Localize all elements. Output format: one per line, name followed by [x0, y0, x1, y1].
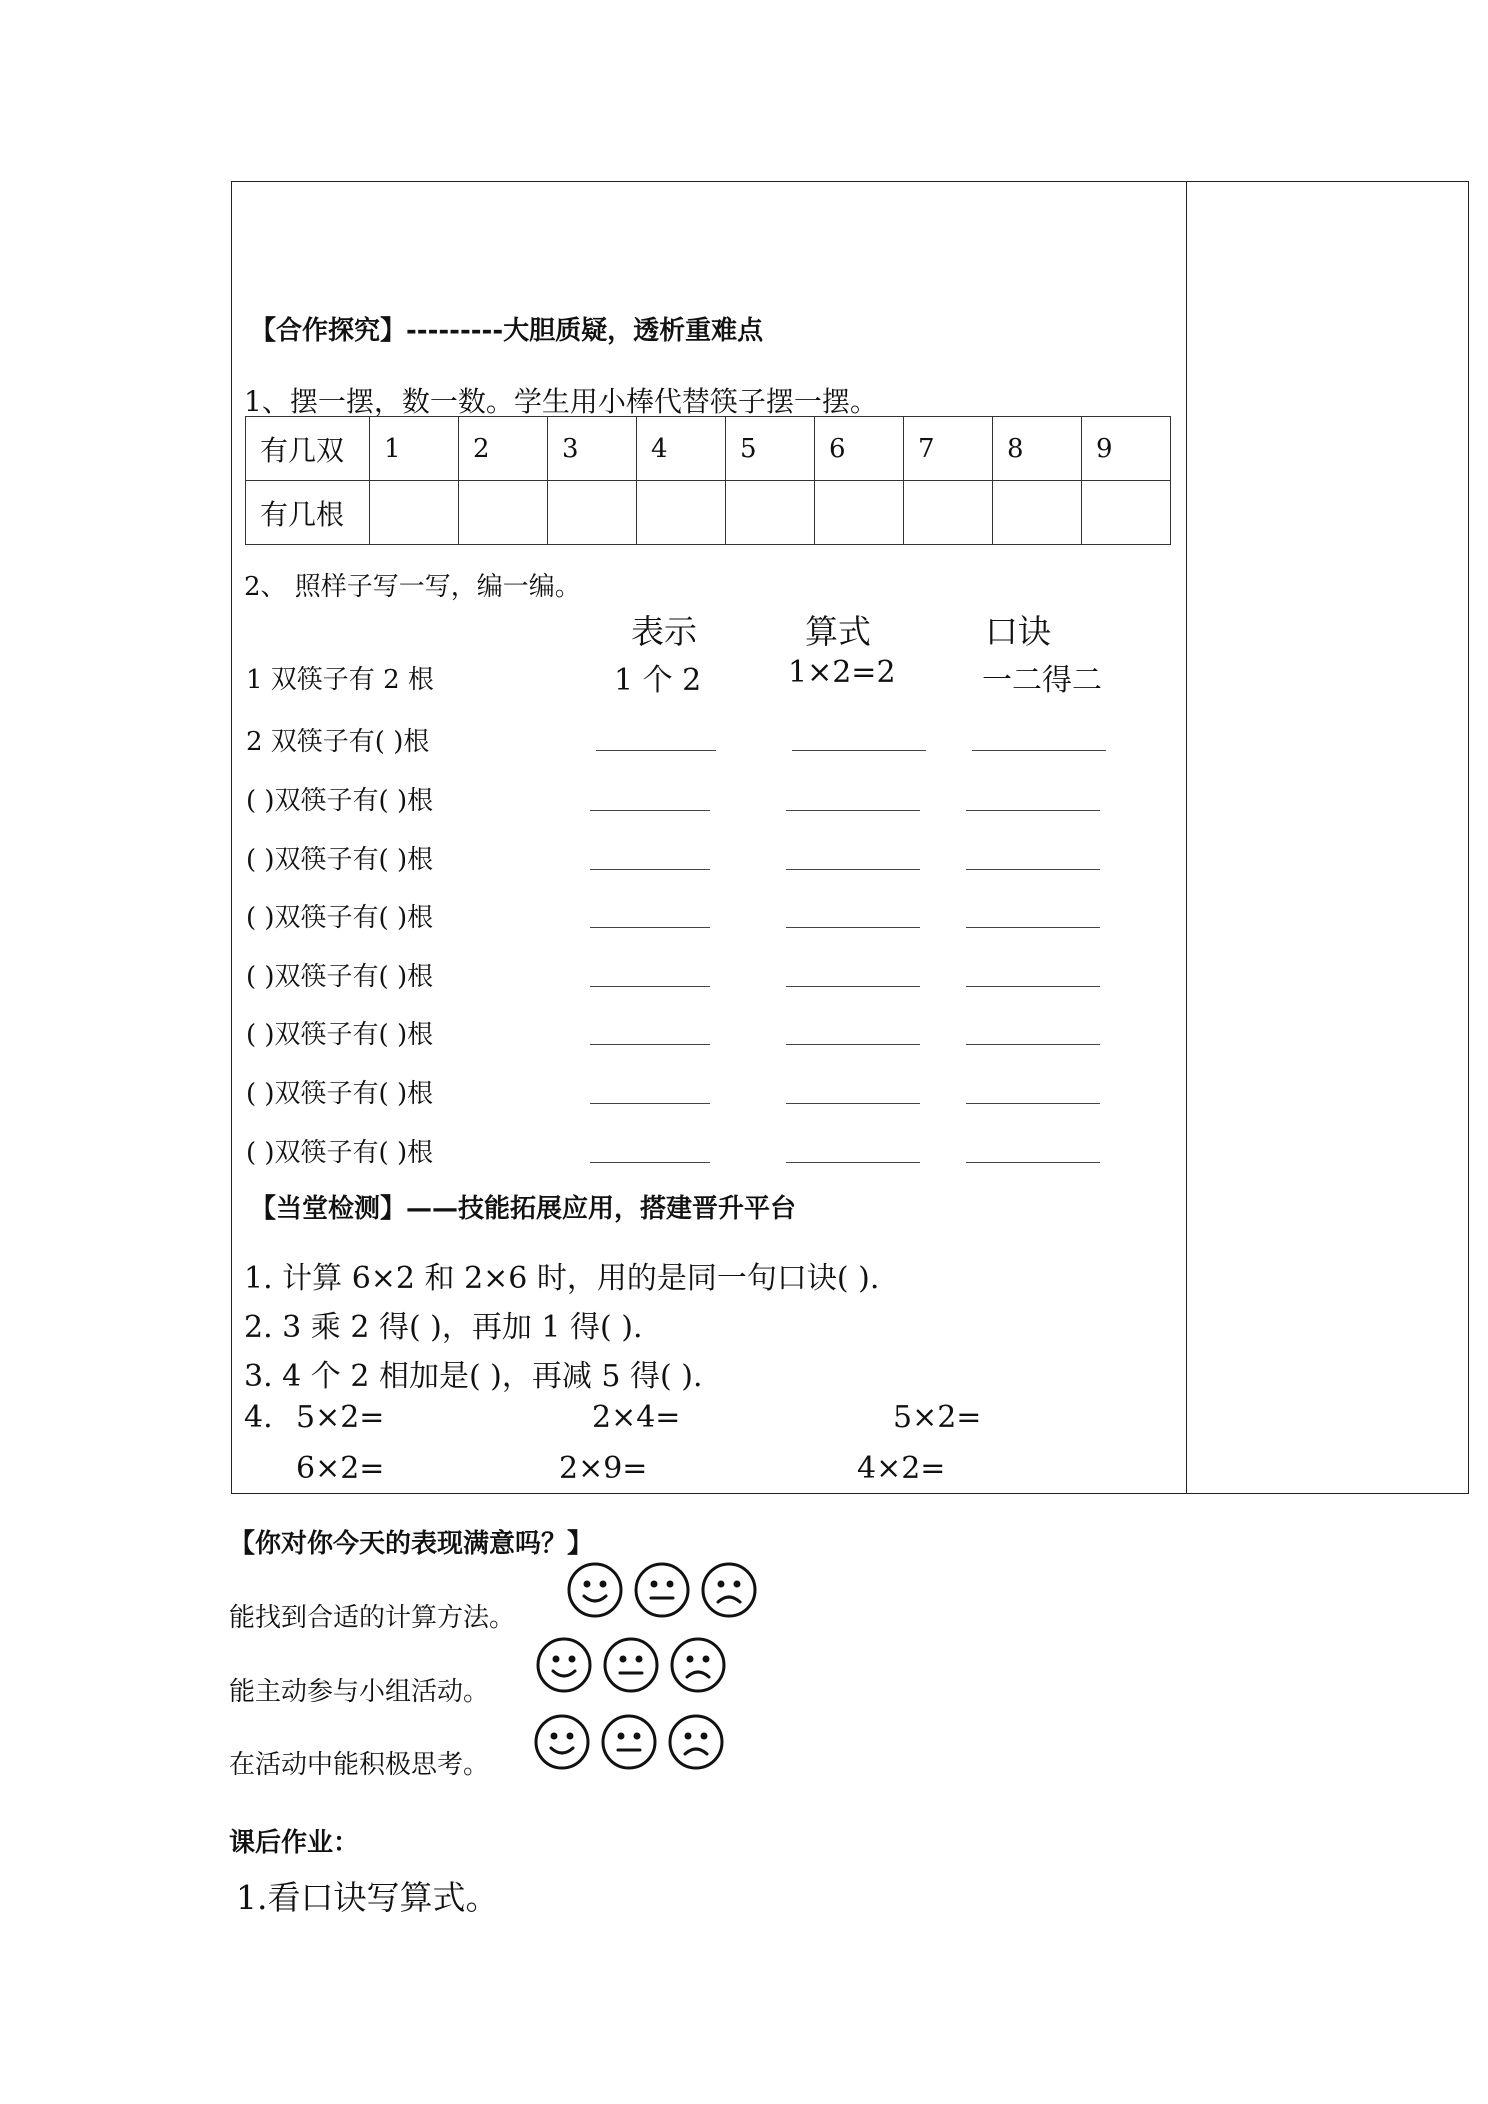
answer-line[interactable] [966, 1103, 1100, 1104]
answer-cell[interactable] [370, 481, 459, 545]
check-heading: 【当堂检测】——技能拓展应用，搭建晋升平台 [250, 1194, 797, 1224]
table-cell: 6 [815, 417, 904, 481]
question-2: 2、 照样子写一写，编一编。 [244, 572, 581, 602]
calc-item: 6×2= [296, 1451, 385, 1486]
answer-line[interactable] [590, 810, 710, 811]
calc-item: 5×2= [296, 1400, 385, 1435]
fill-row: ( )双筷子有( )根 [246, 1079, 434, 1109]
answer-line[interactable] [786, 1044, 920, 1045]
table-cell: 4 [637, 417, 726, 481]
happy-face-icon[interactable] [567, 1562, 623, 1618]
happy-face-icon[interactable] [534, 1714, 590, 1770]
answer-line[interactable] [786, 986, 920, 987]
satisfaction-item: 能找到合适的计算方法。 [229, 1603, 516, 1633]
table-row-pairs [246, 417, 1171, 481]
answer-line[interactable] [966, 810, 1100, 811]
answer-line[interactable] [792, 750, 926, 751]
fill-row-2: 2 双筷子有( )根 [246, 727, 430, 757]
answer-cell[interactable] [726, 481, 815, 545]
fill-row: ( )双筷子有( )根 [246, 903, 434, 933]
table-cell: 1 [370, 417, 459, 481]
satisfaction-heading: 【你对你今天的表现满意吗？】 [229, 1529, 594, 1559]
check-item-3: 3. 4 个 2 相加是( )，再减 5 得( ). [244, 1359, 703, 1394]
answer-cell[interactable] [637, 481, 726, 545]
check-item-2: 2. 3 乘 2 得( )，再加 1 得( ). [244, 1310, 643, 1345]
notes-column-divider [1186, 181, 1187, 1494]
table-cell: 5 [726, 417, 815, 481]
row-header-pairs: 有几双 [246, 417, 370, 481]
sad-face-icon[interactable] [670, 1637, 726, 1693]
answer-cell[interactable] [548, 481, 637, 545]
check-item-4-label: 4. [244, 1400, 273, 1435]
answer-cell[interactable] [459, 481, 548, 545]
fill-row: ( )双筷子有( )根 [246, 845, 434, 875]
sad-face-icon[interactable] [701, 1562, 757, 1618]
explore-heading: 【合作探究】---------大胆质疑，透析重难点 [250, 316, 764, 346]
answer-line[interactable] [590, 1103, 710, 1104]
homework-heading: 课后作业： [229, 1828, 360, 1858]
answer-line[interactable] [966, 927, 1100, 928]
answer-line[interactable] [590, 1162, 710, 1163]
neutral-face-icon[interactable] [603, 1637, 659, 1693]
answer-cell[interactable] [1082, 481, 1171, 545]
answer-line[interactable] [786, 1103, 920, 1104]
table-cell: 2 [459, 417, 548, 481]
answer-line[interactable] [596, 750, 716, 751]
sad-face-icon[interactable] [668, 1714, 724, 1770]
calc-item: 4×2= [857, 1451, 946, 1486]
table-cell: 7 [904, 417, 993, 481]
column-formula: 算式 [805, 612, 871, 651]
homework-item: 1.看口诀写算式。 [236, 1878, 499, 1917]
column-represent: 表示 [631, 612, 697, 651]
table-cell: 9 [1082, 417, 1171, 481]
example-formula: 1×2=2 [788, 655, 896, 690]
satisfaction-item: 在活动中能积极思考。 [229, 1750, 490, 1780]
table-cell: 8 [993, 417, 1082, 481]
satisfaction-item: 能主动参与小组活动。 [229, 1677, 490, 1707]
example-text: 1 双筷子有 2 根 [246, 665, 434, 695]
fill-row: ( )双筷子有( )根 [246, 1138, 434, 1168]
answer-line[interactable] [590, 927, 710, 928]
answer-line[interactable] [786, 1162, 920, 1163]
answer-cell[interactable] [904, 481, 993, 545]
answer-line[interactable] [972, 750, 1106, 751]
row-header-sticks: 有几根 [246, 481, 370, 545]
calc-item: 2×9= [559, 1451, 648, 1486]
answer-cell[interactable] [993, 481, 1082, 545]
answer-line[interactable] [786, 927, 920, 928]
example-represent: 1 个 2 [614, 663, 702, 698]
lesson-table-frame [231, 181, 1469, 1494]
fill-row: ( )双筷子有( )根 [246, 962, 434, 992]
check-item-1: 1. 计算 6×2 和 2×6 时，用的是同一句口诀( ). [244, 1261, 880, 1296]
example-rhyme: 一二得二 [982, 663, 1102, 698]
answer-line[interactable] [966, 869, 1100, 870]
answer-line[interactable] [786, 869, 920, 870]
answer-line[interactable] [786, 810, 920, 811]
table-cell: 3 [548, 417, 637, 481]
neutral-face-icon[interactable] [634, 1562, 690, 1618]
column-rhyme: 口诀 [985, 612, 1051, 651]
fill-row: ( )双筷子有( )根 [246, 786, 434, 816]
calc-item: 2×4= [592, 1400, 681, 1435]
answer-line[interactable] [590, 869, 710, 870]
count-table [245, 416, 1171, 545]
neutral-face-icon[interactable] [601, 1714, 657, 1770]
fill-row: ( )双筷子有( )根 [246, 1020, 434, 1050]
question-1: 1、摆一摆，数一数。学生用小棒代替筷子摆一摆。 [244, 385, 878, 418]
answer-line[interactable] [590, 1044, 710, 1045]
happy-face-icon[interactable] [536, 1637, 592, 1693]
answer-line[interactable] [966, 1162, 1100, 1163]
calc-item: 5×2= [893, 1400, 982, 1435]
answer-line[interactable] [966, 1044, 1100, 1045]
answer-cell[interactable] [815, 481, 904, 545]
answer-line[interactable] [590, 986, 710, 987]
table-row-sticks [246, 481, 1171, 545]
answer-line[interactable] [966, 986, 1100, 987]
